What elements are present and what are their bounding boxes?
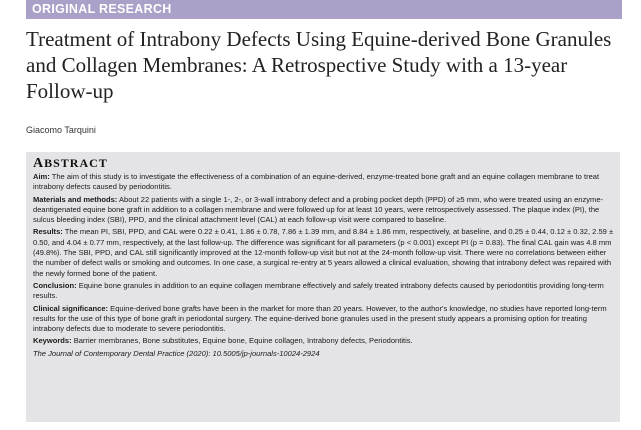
section-label: Conclusion: <box>33 280 77 290</box>
section-label: Materials and methods: <box>33 194 118 204</box>
abstract-box <box>26 152 620 422</box>
section-text: Equine-derived bone grafts have been in the market for more than 20 years. However, to the author's knowledge, no studies have reported long-term results for the use of this type of bone graft in periodontal surgery. The equine-derived bone granules used in the present study appears a promising option for treating intrabony defects due to moderate to severe periodontitis. <box>33 303 607 334</box>
article-type-banner <box>26 0 622 19</box>
abstract-aim <box>33 172 614 193</box>
section-text: Equine bone granules in addition to an equine collagen membrane effectively and safely treated intrabony defects caused by periodontitis providing long-term results. <box>33 280 604 301</box>
abstract-clinical-significance <box>33 304 614 335</box>
article-title: Treatment of Intrabony Defects Using Equine-derived Bone Granules and Collagen Membranes: A Retrospective Study with a 13-year Follow-up <box>26 27 612 103</box>
section-label: Keywords: <box>33 336 72 346</box>
section-text: Barrier membranes, Bone substitutes, Equine bone, Equine collagen, Intrabony defects, Periodontitis. <box>71 336 413 346</box>
abstract-heading: ABSTRACT <box>33 156 108 171</box>
section-text: The mean PI, SBI, PPD, and CAL were 0.22 ± 0.41, 1.86 ± 0.78, 7.86 ± 1.39 mm, and 8.84 ± 1.86 mm, respectively, at baseline, and 0.25 ± 0.44, 0.12 ± 0.32, 2.59 ± 0.50, and 4.04 ± 0.77 mm, respectively, at the last follow-up. The difference was significant for all parameters (p < 0.001) except PI (p = 0.83). The final CAL gain was 4.8 mm (49.8%). The SBI, PPD, and CAL still significantly improved at the 12-month follow-up visit but not at the 24-month follow-up visit. There were no correlations between either the number of defect walls or smoking and outcomes. In one case, a surgical re-entry at 5 years allowed a clinical evaluation, showing that intrabony defect was repaired with the newly formed bone of the patient. <box>33 227 614 278</box>
section-text: The aim of this study is to investigate the effectiveness of a combination of an equine-derived, enzyme-treated bone graft and an equine collagen membrane to treat intrabony defects caused by periodontitis. <box>33 172 600 192</box>
author-name: Giacomo Tarquini <box>26 125 96 135</box>
section-text: About 22 patients with a single 1-, 2-, or 3-wall intrabony defect and a probing pocket depth (PPD) of ≥5 mm, who were treated using an enzyme-deantigenated equine bone graft in addition to a collagen membrane and were followed up for at least 10 years, were retrospectively assessed. The plaque index (PI), the sulcus bleeding index (SBI), PPD, and the clinical attachment level (CAL) at each follow-up visit were compared to baseline. <box>33 194 604 225</box>
article-type-label: ORIGINAL RESEARCH <box>32 2 172 16</box>
abstract-keywords <box>33 336 614 346</box>
section-label: Results: <box>33 227 63 237</box>
abstract-conclusion <box>33 281 614 302</box>
abstract-results <box>33 227 614 278</box>
abstract-methods <box>33 195 614 226</box>
section-label: Aim: <box>33 172 50 181</box>
journal-citation: The Journal of Contemporary Dental Practice (2020): 10.5005/jp-journals-10024-2924 <box>33 348 320 358</box>
section-label: Clinical significance: <box>33 303 109 313</box>
